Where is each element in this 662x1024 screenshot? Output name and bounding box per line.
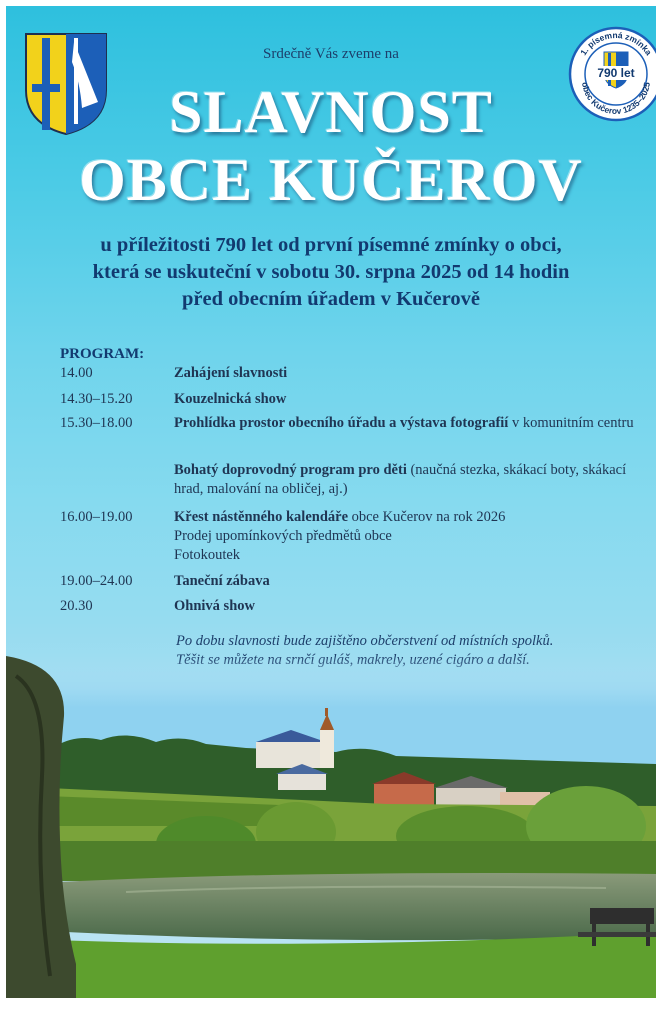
seal-bottom-text: obec Kučerov 1235–2025 — [580, 81, 652, 117]
program-time: 14.00 — [60, 365, 93, 381]
program-item — [174, 508, 654, 527]
program-item — [174, 572, 654, 591]
program-item-title: Křest nástěnného kalendáře — [174, 509, 348, 525]
program-item-detail: Prodej upomínkových předmětů obce — [174, 528, 392, 544]
program-time: 19.00–24.00 — [60, 573, 133, 589]
title-line-1: SLAVNOST — [169, 79, 493, 145]
seal-center-text: 790 let — [597, 66, 635, 80]
program-item-detail: v komunitním centru — [508, 415, 634, 431]
program-item — [174, 414, 654, 433]
title-line-2: OBCE KUČEROV — [79, 147, 583, 213]
subtitle-line-2: která se uskuteční v sobotu 30. srpna 2025 od 14 hodin — [92, 261, 570, 283]
program-item — [174, 546, 654, 565]
subtitle-line-1: u příležitosti 790 let od první písemné zmínky o obci, — [100, 234, 562, 256]
program-item-title: Bohatý doprovodný program pro děti — [174, 462, 407, 478]
invite-text: Srdečně Vás zveme na — [263, 46, 399, 62]
poster — [6, 6, 656, 998]
note-line-1: Po dobu slavnosti bude zajištěno občerstvení od místních spolků. — [176, 633, 554, 649]
program-item-title: Kouzelnická show — [174, 391, 287, 407]
program-item-title: Ohnivá show — [174, 598, 255, 614]
program-item-detail: Fotokoutek — [174, 547, 241, 563]
seal-top-text: 1. písemná zmínka — [578, 29, 654, 58]
program-item-detail: obce Kučerov na rok 2026 — [348, 509, 506, 525]
program-item-title: Zahájení slavnosti — [174, 365, 288, 381]
village-landscape-photo — [6, 656, 656, 998]
program-item — [174, 461, 654, 499]
program-time: 14.30–15.20 — [60, 391, 133, 407]
program-item — [174, 364, 654, 383]
event-subtitle — [6, 232, 656, 313]
program-item — [174, 390, 654, 409]
program-item — [174, 527, 654, 546]
subtitle-line-3: před obecním úřadem v Kučerově — [182, 288, 480, 310]
program-time: 20.30 — [60, 598, 93, 614]
program-time: 15.30–18.00 — [60, 415, 133, 431]
program-label: PROGRAM: — [60, 346, 145, 362]
program-item-title: Prohlídka prostor obecního úřadu a výstava fotografií — [174, 415, 509, 431]
program-time: 16.00–19.00 — [60, 509, 133, 525]
program-item-detail: (naučná stezka, skákací boty, skákací hrad, malování na obličej, aj.) — [174, 462, 627, 497]
tree-trunk-photo — [6, 656, 76, 998]
program-item-title: Taneční zábava — [174, 573, 270, 589]
program-item — [174, 597, 654, 616]
